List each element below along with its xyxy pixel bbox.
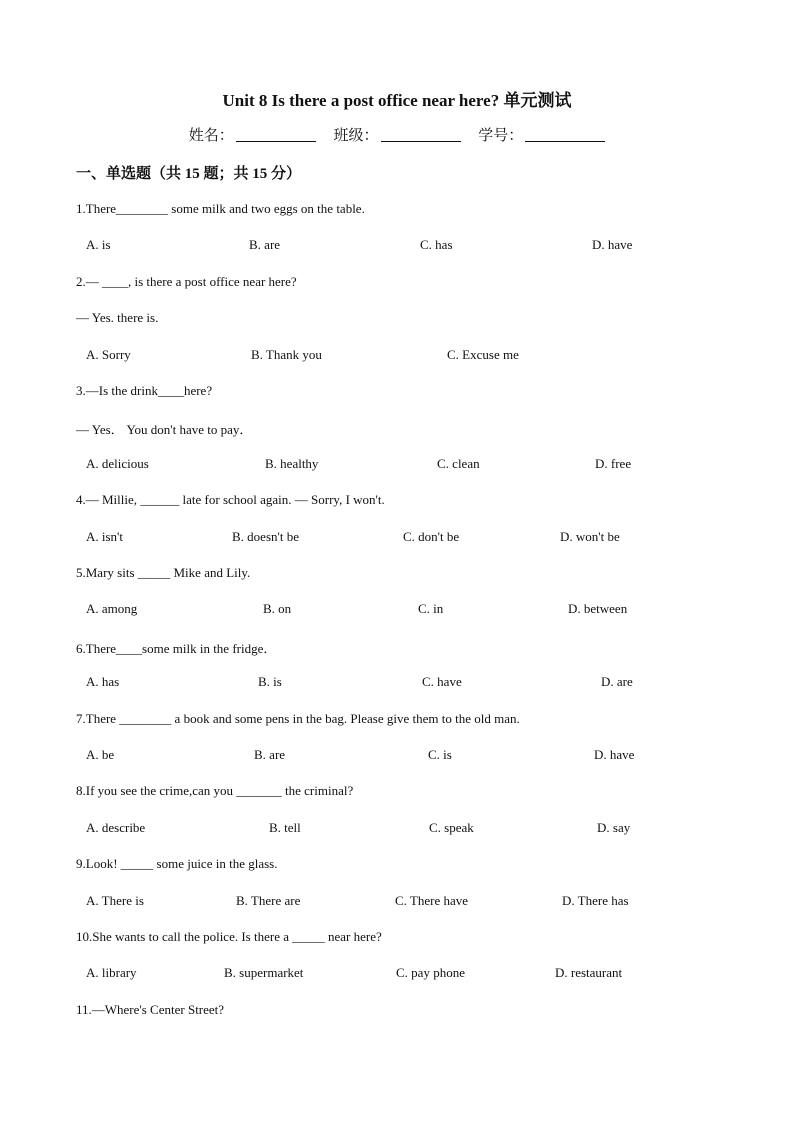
answer-option[interactable]: B. are [254, 747, 286, 762]
question-stem: 4.— Millie, ______ late for school again. — Sorry, I won't. [76, 492, 385, 508]
answer-option[interactable]: A. delicious [86, 455, 149, 471]
answer-option[interactable]: C. pay phone [396, 965, 465, 981]
answer-option[interactable]: B. tell [269, 819, 301, 835]
question-dialogue-line: — Yes. there is. [76, 310, 159, 326]
class-field [333, 124, 460, 145]
question-stem: 8.If you see the crime,can you _______ the criminal? [76, 783, 354, 799]
answer-option[interactable]: D. have [594, 747, 635, 762]
answer-option[interactable]: B. is [258, 674, 282, 690]
answer-option[interactable]: D. are [601, 674, 633, 690]
answer-option[interactable]: C. have [422, 674, 462, 690]
answer-option[interactable]: C. There have [395, 892, 469, 908]
name-label: 姓名： [188, 128, 234, 144]
answer-option[interactable]: C. has [420, 237, 453, 253]
answer-option[interactable]: C. in [418, 601, 444, 617]
answer-option[interactable]: B. supermarket [224, 965, 304, 981]
answer-option[interactable]: A. has [86, 674, 120, 690]
answer-option[interactable]: D. restaurant [555, 965, 623, 981]
student-info-line [0, 124, 794, 145]
answer-option[interactable]: B. healthy [265, 455, 319, 471]
question-stem: 9.Look! _____ some juice in the glass. [76, 856, 278, 872]
class-label: 班级： [333, 128, 379, 144]
answer-option[interactable]: A. Sorry [86, 346, 131, 362]
answer-option[interactable]: C. Excuse me [447, 346, 519, 362]
name-field [189, 124, 316, 145]
section-heading: 一、单选题（共 15 题；共 15 分） [76, 166, 302, 182]
name-blank[interactable] [236, 127, 316, 142]
answer-option[interactable]: D. between [568, 601, 628, 617]
answer-option[interactable]: B. are [249, 237, 281, 253]
question-dialogue-line: — Yes． You don't have to pay． [76, 422, 253, 438]
answer-option[interactable]: A. is [86, 237, 111, 253]
question-stem: 10.She wants to call the police. Is there a _____ near here? [76, 929, 382, 944]
number-label: 学号： [478, 128, 524, 144]
answer-option[interactable]: D. have [592, 237, 633, 253]
class-blank[interactable] [381, 127, 461, 142]
question-stem: 7.There ________ a book and some pens in the bag. Please give them to the old man. [76, 710, 520, 726]
number-blank[interactable] [525, 127, 605, 142]
answer-option[interactable]: D. free [595, 455, 632, 471]
answer-option[interactable]: D. say [597, 819, 631, 835]
answer-option[interactable]: A. among [86, 601, 138, 617]
question-stem: 5.Mary sits _____ Mike and Lily. [76, 565, 251, 580]
answer-option[interactable]: A. There is [86, 892, 144, 908]
answer-option[interactable]: C. speak [429, 819, 474, 835]
question-stem: 11.—Where's Center Street? [76, 1001, 225, 1017]
answer-option[interactable]: A. library [86, 965, 137, 981]
answer-option[interactable]: B. There are [236, 892, 301, 908]
answer-option[interactable]: A. be [86, 747, 115, 762]
answer-option[interactable]: C. clean [437, 455, 480, 471]
answer-option[interactable]: B. on [263, 601, 292, 617]
question-stem: 3.—Is the drink____here? [76, 383, 213, 398]
answer-option[interactable]: B. doesn't be [232, 528, 299, 544]
question-stem: 1.There________ some milk and two eggs on the table. [76, 201, 365, 216]
answer-option[interactable]: B. Thank you [251, 346, 322, 362]
question-stem: 6.There____some milk in the fridge． [76, 640, 277, 656]
question-stem: 2.— ____, is there a post office near here? [76, 273, 297, 289]
page-title: Unit 8 Is there a post office near here? 单元测试 [222, 91, 572, 110]
answer-option[interactable]: C. is [428, 747, 452, 762]
answer-option[interactable]: C. don't be [403, 528, 460, 544]
number-field [478, 124, 605, 145]
answer-option[interactable]: A. describe [86, 819, 146, 835]
answer-option[interactable]: D. There has [562, 892, 629, 908]
answer-option[interactable]: D. won't be [560, 528, 620, 544]
answer-option[interactable]: A. isn't [86, 528, 124, 544]
